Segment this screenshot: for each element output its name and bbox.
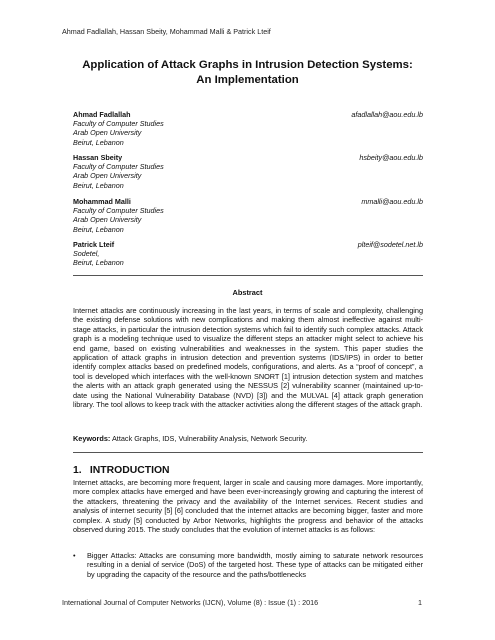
author-block-4: [73, 240, 423, 268]
abstract-text: Internet attacks are continuously increasing in the last years, in terms of scale and complexity, challenging the existing defense solutions with new complications and making them almost ineffective against multi-stage attacks, in particular the intrusion detection systems which fail to identify such complex attacks. Attack graph is a modeling technique used to visualize the different steps an attacker might select to achieve his end game, based on existing vulnerabilities and weaknesses in the system. This paper studies the application of attack graphs in intrusion detection and prevention systems (IDS/IPS) in order to better identify complex attacks based on predefined models, configurations, and alerts. As a “proof of concept”, a tool is developed which interfaces with the well-known SNORT [1] intrusion detection system and matches the alerts with an attack graph generated using the NESSUS [2] vulnerability scanner (maintained up-to-date using the National Vulnerability Database (NVD) [3]) and the MULVAL [4] attack graph generation library. The tool allows to keep track with the attacker activities along the different stages of the attack graph.: [73, 306, 423, 410]
section-number: 1.: [73, 465, 82, 476]
author-block-3: [73, 197, 423, 234]
journal-citation: International Journal of Computer Networks (IJCN), Volume (8) : Issue (1) : 2016: [62, 598, 319, 607]
author-affiliation-line: Beirut, Lebanon: [73, 258, 124, 268]
paper-title: [0, 58, 495, 88]
title-line-2: An Implementation: [196, 74, 299, 86]
author-block-1: [73, 110, 423, 147]
page-number: 1: [418, 598, 422, 607]
author-affiliation-line: Faculty of Computer Studies: [73, 206, 164, 216]
author-name: Mohammad Malli: [73, 197, 131, 206]
running-header: Ahmad Fadlallah, Hassan Sbeity, Mohammad Malli & Patrick Lteif: [62, 27, 271, 36]
author-affiliation-line: Arab Open University: [73, 128, 142, 138]
author-email: mmalli@aou.edu.lb: [361, 197, 423, 206]
page-footer: [62, 598, 422, 607]
divider-rule: [73, 452, 423, 453]
author-name: Hassan Sbeity: [73, 153, 123, 162]
section-heading: [73, 465, 170, 476]
author-email: afadlallah@aou.edu.lb: [351, 110, 423, 119]
author-email: hsbeity@aou.edu.lb: [359, 153, 423, 162]
author-affiliation-line: Faculty of Computer Studies: [73, 119, 164, 129]
author-affiliation-line: Sodetel,: [73, 249, 100, 259]
keywords: [73, 434, 423, 443]
author-affiliation-line: Beirut, Lebanon: [73, 224, 124, 234]
divider-rule: [73, 275, 423, 276]
author-affiliation-line: Faculty of Computer Studies: [73, 162, 164, 172]
author-affiliation-line: Arab Open University: [73, 215, 142, 225]
list-item: [73, 551, 423, 579]
author-affiliation-line: Beirut, Lebanon: [73, 180, 124, 190]
title-line-1: Application of Attack Graphs in Intrusion Detection Systems:: [82, 59, 413, 71]
keywords-text: Attack Graphs, IDS, Vulnerability Analysis, Network Security.: [111, 434, 308, 443]
list-item-text: Bigger Attacks: Attacks are consuming more bandwidth, mostly aiming to saturate network resources resulting in a denial of service (DoS) of the targeted host. These type of attacks can be mitigated either by upgrading the capacity of the resource and the paths/bottlenecks: [87, 551, 423, 579]
author-email: plteif@sodetel.net.lb: [357, 240, 423, 249]
introduction-text: Internet attacks, are becoming more frequent, larger in scale and causing more damages. More importantly, more complex attacks have emerged and have been ever-increasingly growing and capturing the interest of the attackers, threatening the privacy and the availability of the Internet services. Recent studies and analysis of internet security [5] [6] concluded that the internet attacks are becoming bigger, faster and more complex. A study [5] conducted by Arbor Networks, highlights the progress and behavior of the attacks observed during 2015. The study concludes that the evolution of internet attacks is as follows:: [73, 478, 423, 535]
author-name: Patrick Lteif: [73, 240, 115, 249]
author-name: Ahmad Fadlallah: [73, 110, 131, 119]
abstract-heading: Abstract: [232, 288, 263, 297]
bullet-icon: •: [73, 551, 76, 560]
author-affiliation-line: Arab Open University: [73, 171, 142, 181]
author-block-2: [73, 153, 423, 190]
keywords-label: Keywords:: [73, 434, 111, 443]
section-title: INTRODUCTION: [89, 465, 170, 476]
author-affiliation-line: Beirut, Lebanon: [73, 137, 124, 147]
